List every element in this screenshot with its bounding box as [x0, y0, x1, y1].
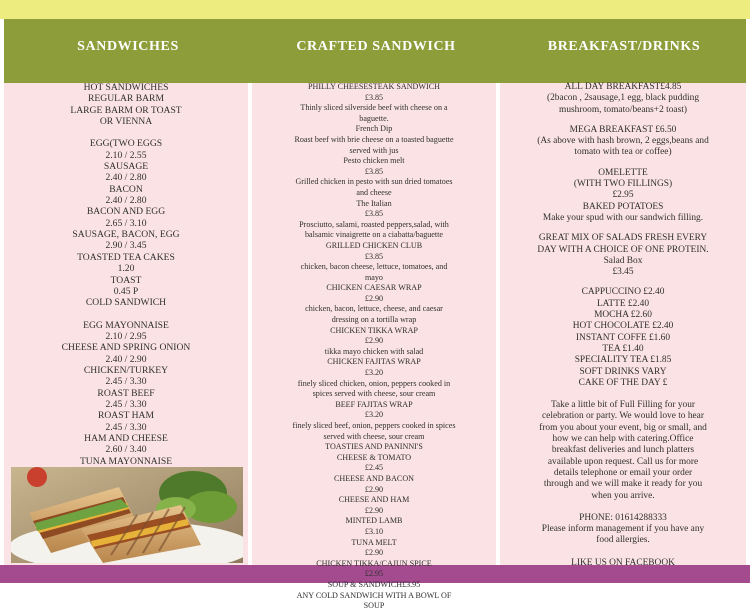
drink-item: INSTANT COFFE £1.60: [575, 332, 671, 343]
menu-item-name: TUNA MAYONNAISE: [79, 455, 173, 467]
menu-line: chicken, bacon cheese, lettuce, tomatoes, and: [300, 262, 448, 272]
menu-line: £3.85: [364, 209, 384, 219]
mega-breakfast: MEGA BREAKFAST £6.50: [569, 124, 677, 135]
menu-line: PHILLY CHEESESTEAK SANDWICH: [308, 82, 440, 91]
salad-text: DAY WITH A CHOICE OF ONE PROTEIN.: [537, 244, 709, 255]
menu-line: served with jus: [349, 145, 399, 155]
regular-barm-label: REGULAR BARM: [88, 93, 164, 105]
menu-line: £2.90: [364, 484, 384, 494]
menu-line: CHEESE AND BACON: [333, 473, 415, 483]
salad-text: GREAT MIX OF SALADS FRESH EVERY: [538, 233, 708, 244]
menu-item-name: SAUSAGE, BACON, EGG: [72, 229, 180, 241]
mega-breakfast-desc: (As above with hash brown, 2 eggs,beans and: [537, 136, 709, 147]
menu-item-price: 2.40 / 2.80: [105, 195, 147, 207]
menu-line: Prosciutto, salami, roasted peppers,salad, with: [299, 219, 449, 229]
menu-item-price: 2.45 / 3.30: [105, 398, 147, 410]
menu-line: CHEESE AND HAM: [338, 495, 410, 505]
catering-paragraph: celebration or party. We would love to hear: [542, 411, 704, 422]
menu-line: TOASTIES AND PANINNI'S: [325, 442, 423, 452]
menu-item-price: 2.10 / 2.95: [105, 330, 147, 342]
menu-item-price: 2.45 / 3.30: [105, 376, 147, 388]
menu-line: £2.90: [364, 505, 384, 515]
menu-line: BEEF FAJITAS WRAP: [335, 399, 413, 409]
menu-line: Roast beef with brie cheese on a toasted baguette: [294, 134, 454, 144]
catering-paragraph: how we can help with catering.Office: [552, 434, 694, 445]
menu-line: £3.10: [364, 526, 384, 536]
menu-line: GRILLED CHICKEN CLUB: [325, 240, 423, 250]
menu-line: Pesto chicken melt: [343, 156, 405, 166]
allergy-note: food allergies.: [596, 535, 650, 546]
menu-line: £2.90: [364, 293, 384, 303]
catering-paragraph: when you arrive.: [591, 490, 655, 501]
menu-line: mayo: [365, 272, 383, 282]
menu-line: baguette.: [359, 113, 389, 123]
catering-paragraph: Take a little bit of Full Filling for your: [550, 400, 696, 411]
menu-line: finely sliced beef, onion, peppers cooked in spices: [292, 421, 456, 430]
menu-item-name: HAM AND CHEESE: [84, 432, 168, 444]
menu-line: Grilled chicken in pesto with sun dried tomatoes: [295, 177, 453, 187]
drink-item: SOFT DRINKS VARY: [579, 366, 667, 377]
mega-breakfast-desc: tomato with tea or coffee): [574, 147, 672, 158]
all-day-breakfast-desc: mushroom, tomato/beans+2 toast): [559, 104, 687, 115]
menu-item-name: EGG(TWO EGGS: [89, 138, 163, 150]
catering-paragraph: from you about your event, big or small, and: [539, 422, 707, 433]
menu-item-name: TOASTED TEA CAKES: [77, 251, 175, 263]
menu-line: spices served with cheese, sour cream: [312, 389, 436, 399]
menu-line: CHEESE & TOMATO: [336, 452, 412, 462]
cold-sandwich-title: COLD SANDWICH: [85, 297, 167, 309]
menu-item-price: 2.60 / 3.40: [105, 444, 147, 456]
drink-item: CAKE OF THE DAY £: [578, 377, 668, 388]
menu-line: French Dip: [355, 124, 393, 134]
menu-line: CHICKEN CAESAR WRAP: [326, 283, 422, 293]
menu-item-name: CHICKEN/TURKEY: [83, 364, 169, 376]
menu-item-price: 2.45 / 3.30: [105, 421, 147, 433]
salad-box: Salad Box: [603, 255, 643, 266]
menu-line: balsamic vinaigrette on a ciabatta/baguette: [305, 230, 443, 240]
menu-item-name: CHEESE AND SPRING ONION: [61, 342, 191, 354]
menu-line: tikka mayo chicken with salad: [324, 346, 424, 356]
omelette: OMELETTE: [598, 167, 648, 178]
menu-line: £2.90: [364, 336, 384, 346]
sandwich-photo: [11, 467, 243, 563]
facebook-link: LIKE US ON FACEBOOK: [571, 557, 675, 568]
menu-item-name: EGG MAYONNAISE: [83, 319, 169, 331]
menu-line: TUNA MELT: [351, 537, 397, 547]
menu-line: CHICKEN FAJITAS WRAP: [327, 357, 421, 367]
large-barm-label: LARGE BARM OR TOAST: [70, 104, 182, 116]
menu-item-price: 2.40 / 2.80: [105, 172, 147, 184]
menu-line: Thinly sliced silverside beef with cheese on a: [300, 103, 448, 113]
menu-item-name: ROAST HAM: [97, 410, 155, 422]
allergy-note: Please inform management if you have any: [541, 524, 705, 535]
menu-item-price: 2.90 / 3.45: [105, 240, 147, 252]
menu-line: £3.85: [364, 92, 384, 102]
menu-line: CHICKEN TIKKA/CAJUN SPICE: [316, 558, 432, 568]
menu-line: £3.20: [364, 368, 384, 378]
catering-paragraph: through and we will make it ready for you: [543, 479, 703, 490]
menu-item-name: BACON: [109, 183, 143, 195]
drink-item: MOCHA £2.60: [594, 310, 652, 321]
catering-paragraph: available upon request. Call us for more: [547, 456, 699, 467]
hot-sandwiches-title: HOT SANDWICHES: [83, 82, 169, 93]
drink-item: TEA £1.40: [602, 343, 644, 354]
menu-line: served with cheese, sour cream: [323, 431, 425, 441]
all-day-breakfast: ALL DAY BREAKFAST£4.85: [564, 82, 682, 92]
menu-line: chicken, bacon, lettuce, cheese, and caesar: [305, 304, 443, 314]
menu-line: CHICKEN TIKKA WRAP: [330, 325, 418, 335]
menu-item-price: 2.10 / 2.55: [105, 149, 147, 161]
catering-paragraph: breakfast deliveries and lunch platters: [551, 445, 695, 456]
menu-line: The Italian: [356, 198, 392, 208]
menu-line: £2.95: [364, 569, 384, 579]
header-band: [4, 19, 746, 83]
salad-box-price: £3.45: [612, 267, 634, 278]
menu-item-name: TOAST: [110, 274, 142, 286]
menu-item-price: 1.20: [117, 263, 135, 275]
baked-potatoes: BAKED POTATOES: [582, 201, 664, 212]
drink-item: CAPPUCCINO £2.40: [581, 287, 665, 298]
omelette-price: £2.95: [612, 190, 634, 201]
phone-number: PHONE: 01614288333: [579, 512, 667, 523]
or-vienna-label: OR VIENNA: [99, 116, 153, 128]
sandwiches-heading: SANDWICHES: [77, 39, 179, 54]
menu-line: ANY COLD SANDWICH WITH A BOWL OF: [296, 590, 452, 600]
menu-line: SOUP & SANDWICH£3.95: [327, 579, 421, 589]
menu-line: dressing on a tortilla wrap: [331, 315, 417, 325]
omelette-desc: (WITH TWO FILLINGS): [573, 179, 673, 190]
breakfast-drinks-list: [505, 82, 741, 569]
menu-line: and cheese: [356, 187, 392, 197]
all-day-breakfast-desc: (2bacon , 2sausage,1 egg, black pudding: [546, 93, 700, 104]
sandwiches-list: [8, 82, 244, 490]
menu-line: SOUP: [363, 601, 385, 611]
menu-line: MINTED LAMB: [345, 516, 403, 526]
menu-item-name: BACON AND EGG: [86, 206, 166, 218]
drink-item: LATTE £2.40: [596, 298, 650, 309]
top-stripe: [0, 0, 750, 19]
menu-item-name: SAUSAGE: [103, 161, 149, 173]
menu-item-price: 2.65 / 3.10: [105, 217, 147, 229]
breakfast-drinks-heading: BREAKFAST/DRINKS: [547, 39, 701, 54]
drink-item: HOT CHOCOLATE £2.40: [572, 321, 674, 332]
catering-paragraph: details telephone or email your order: [553, 467, 693, 478]
menu-item-price: 2.40 / 2.90: [105, 353, 147, 365]
baked-potatoes-desc: Make your spud with our sandwich filling.: [542, 212, 704, 223]
drink-item: SPECIALITY TEA £1.85: [574, 355, 672, 366]
menu-item-name: ROAST BEEF: [97, 387, 155, 399]
crafted-sandwich-heading: CRAFTED SANDWICH: [296, 39, 456, 54]
menu-line: finely sliced chicken, onion, peppers cooked in: [297, 378, 451, 388]
menu-line: £3.85: [364, 251, 384, 261]
menu-line: £2.90: [364, 548, 384, 558]
menu-line: £3.85: [364, 166, 384, 176]
crafted-sandwich-list: [258, 82, 490, 612]
menu-line: £3.20: [364, 410, 384, 420]
menu-line: £2.45: [364, 463, 384, 473]
menu-item-price: 0.45 P: [113, 285, 139, 297]
